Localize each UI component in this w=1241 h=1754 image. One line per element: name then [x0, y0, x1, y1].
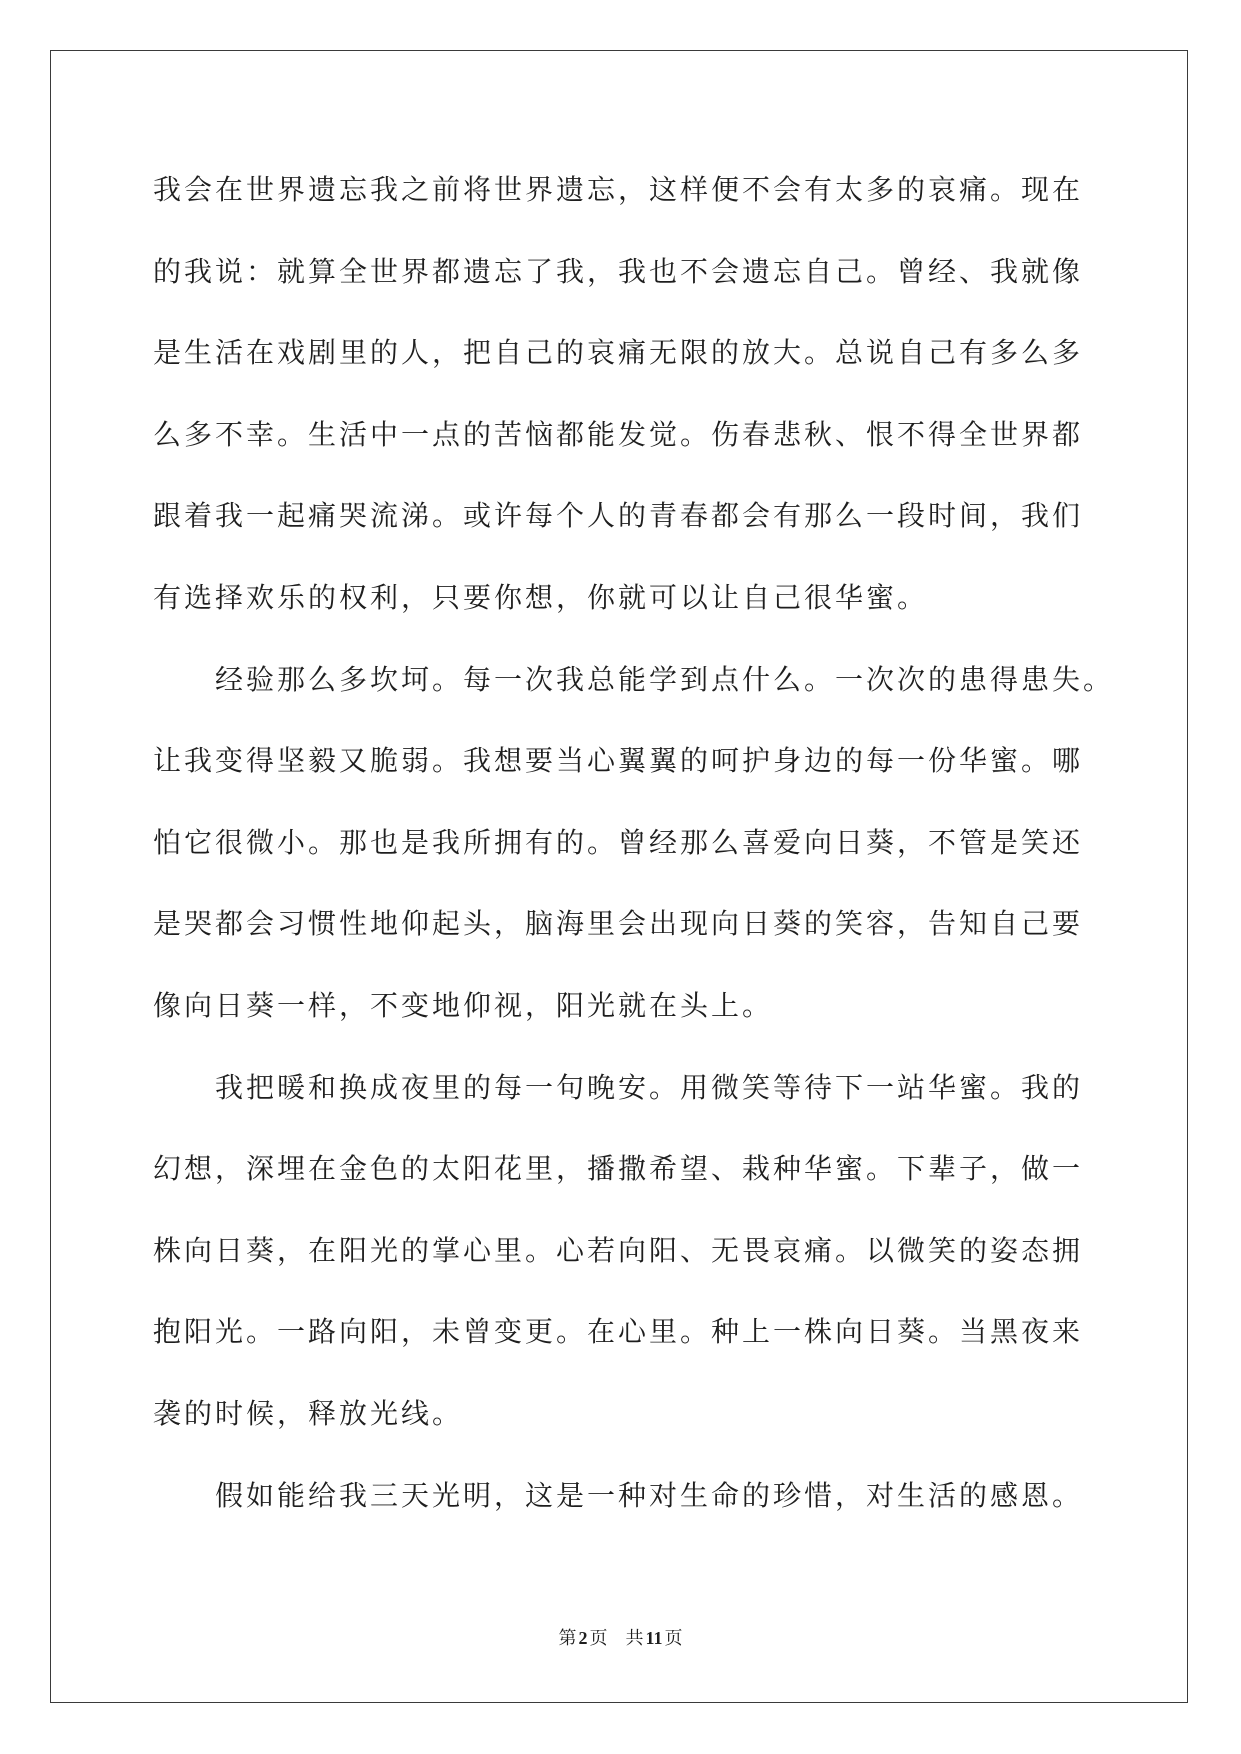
- text-line: 我会在世界遗忘我之前将世界遗忘，这样便不会有太多的哀痛。现在: [153, 173, 1084, 206]
- text-line: 怕它很微小。那也是我所拥有的。曾经那么喜爱向日葵，不管是笑还: [153, 825, 1084, 859]
- text-line: 假如能给我三天光明，这是一种对生命的珍惜，对生活的感恩。: [215, 1478, 1084, 1512]
- total-prefix: 共: [625, 1628, 644, 1648]
- text-line: 是哭都会习惯性地仰起头，脑海里会出现向日葵的笑容，告知自己要: [153, 907, 1084, 941]
- page-footer: [0, 1626, 1241, 1650]
- total-suffix: 页: [664, 1628, 683, 1648]
- page-number: 2: [578, 1628, 588, 1648]
- page-suffix: 页: [589, 1628, 608, 1648]
- text-line: 抱阳光。一路向阳，未曾变更。在心里。种上一株向日葵。当黑夜来: [153, 1315, 1084, 1349]
- text-line: 是生活在戏剧里的人，把自己的哀痛无限的放大。总说自己有多么多: [153, 336, 1084, 370]
- text-line: 跟着我一起痛哭流涕。或许每个人的青春都会有那么一段时间，我们: [153, 499, 1084, 533]
- text-line: 像向日葵一样，不变地仰视，阳光就在头上。: [153, 988, 774, 1022]
- text-line: 幻想，深埋在金色的太阳花里，播撒希望、栽种华蜜。下辈子，做一: [153, 1152, 1084, 1186]
- text-line: 的我说：就算全世界都遗忘了我，我也不会遗忘自己。曾经、我就像: [153, 254, 1084, 288]
- text-line: 经验那么多坎坷。每一次我总能学到点什么。一次次的患得患失。: [215, 662, 1115, 696]
- document-body: [153, 149, 1163, 1536]
- text-line: 株向日葵，在阳光的掌心里。心若向阳、无畏哀痛。以微笑的姿态拥: [153, 1233, 1084, 1267]
- paragraph-4: [153, 1455, 1163, 1537]
- text-line: 我把暖和换成夜里的每一句晚安。用微笑等待下一站华蜜。我的: [215, 1070, 1084, 1104]
- paragraph-1: [153, 149, 1163, 639]
- paragraph-3: [153, 1047, 1163, 1455]
- text-line: 袭的时候，释放光线。: [153, 1396, 464, 1430]
- page-prefix: 第: [558, 1628, 577, 1648]
- paragraph-2: [153, 639, 1163, 1047]
- text-line: 让我变得坚毅又脆弱。我想要当心翼翼的呵护身边的每一份华蜜。哪: [153, 744, 1084, 778]
- text-line: 么多不幸。生活中一点的苦恼都能发觉。伤春悲秋、恨不得全世界都: [153, 417, 1084, 451]
- text-line: 有选择欢乐的权利，只要你想，你就可以让自己很华蜜。: [153, 580, 929, 614]
- total-pages: 11: [645, 1628, 663, 1648]
